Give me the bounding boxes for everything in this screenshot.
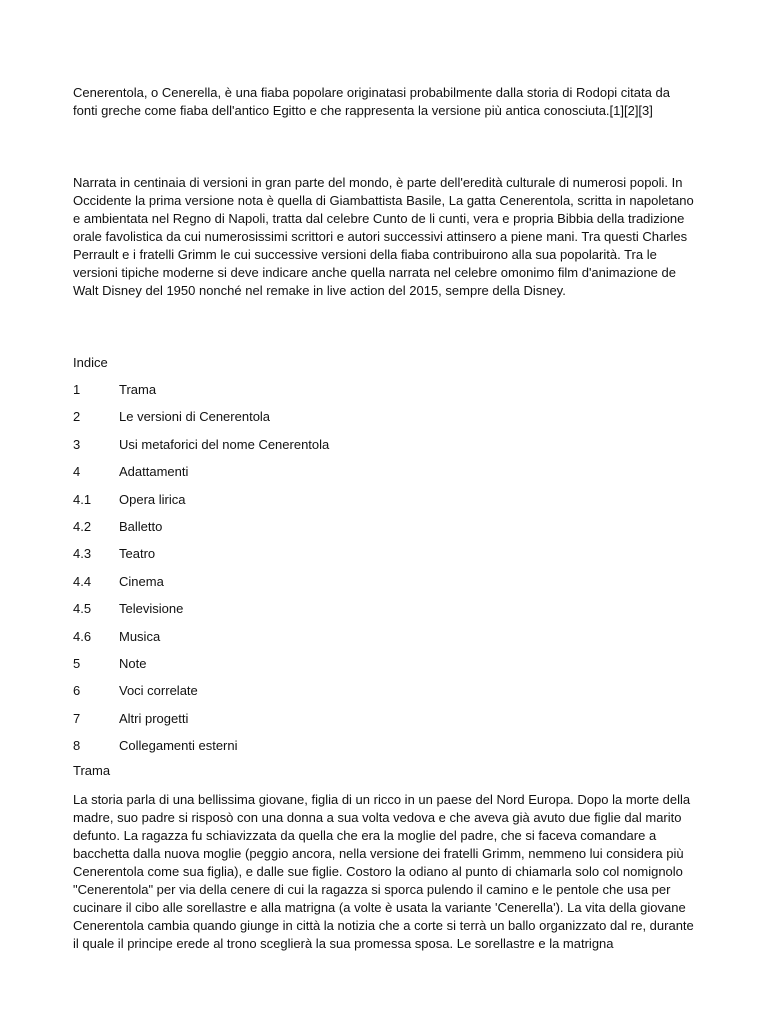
- toc-item: [73, 628, 698, 646]
- toc-number: 4.6: [73, 628, 92, 644]
- toc-item: [73, 600, 698, 618]
- toc-item: [73, 408, 698, 426]
- origin-paragraph: Narrata in centinaia di versioni in gran parte del mondo, è parte dell'eredità culturale di numerosi popoli. In Occidente la prima versione nota è quella di Giambattista Basile, La gatta Cenerentola, scritta in napoletano e ambientata nel Regno di Napoli, tratta dal celebre Cunto de li cunti, vera e propria Bibbia della tradizione orale favolistica da cui numerosissimi scrittori e autori successivi attinsero a piene mani. Tra questi Charles Perrault e i fratelli Grimm le cui successive versioni della fiaba contribuirono alla sua popolarità. Tra le versioni tipiche moderne si deve indicare anche quella narrata nel celebre omonimo film d'animazione de Walt Disney del 1950 nonché nel remake in live action del 2015, sempre della Disney.: [73, 175, 694, 298]
- toc-number: 4.1: [73, 491, 92, 507]
- toc-number: 3: [73, 436, 81, 452]
- toc-number: 1: [73, 382, 81, 397]
- toc-item: [73, 682, 698, 700]
- toc-number: 4.4: [73, 573, 92, 589]
- toc-item: [73, 545, 698, 563]
- toc-title: Televisione: [119, 601, 184, 617]
- toc-title: Usi metaforici del nome Cenerentola: [119, 436, 330, 452]
- toc-number: 7: [73, 710, 81, 726]
- toc-title: Voci correlate: [119, 683, 198, 699]
- table-of-contents: [73, 381, 698, 755]
- section-title-trama: Trama: [73, 763, 111, 779]
- toc-title: Note: [119, 655, 147, 671]
- toc-item: [73, 573, 698, 591]
- toc-number: 4.2: [73, 518, 92, 534]
- toc-number: 4.3: [73, 546, 92, 562]
- toc-number: 6: [73, 683, 81, 699]
- toc-title: Teatro: [119, 546, 156, 562]
- toc-item: [73, 463, 698, 481]
- toc-item: [73, 491, 698, 509]
- toc-item: [73, 737, 698, 755]
- toc-title: Opera lirica: [119, 491, 186, 507]
- toc-number: 2: [73, 409, 81, 425]
- toc-number: 5: [73, 655, 81, 671]
- toc-title: Balletto: [119, 518, 163, 534]
- toc-number: 4.5: [73, 601, 92, 617]
- toc-title: Adattamenti: [119, 464, 189, 480]
- toc-title: Trama: [119, 382, 157, 397]
- toc-item: [73, 655, 698, 673]
- toc-item: [73, 518, 698, 536]
- toc-number: 8: [73, 738, 81, 754]
- intro-paragraph: Cenerentola, o Cenerella, è una fiaba popolare originatasi probabilmente dalla storia di Rodopi citata da fonti greche come fiaba dell'antico Egitto e che rappresenta la versione più antica conosciuta.[1][2][3]: [73, 85, 670, 118]
- toc-title: Cinema: [119, 573, 164, 589]
- toc-title: Collegamenti esterni: [119, 738, 238, 754]
- toc-item: [73, 436, 698, 454]
- document-page: [73, 84, 698, 953]
- toc-title: Musica: [119, 628, 161, 644]
- toc-number: 4: [73, 464, 81, 480]
- toc-title: Le versioni di Cenerentola: [119, 409, 271, 425]
- trama-paragraph: La storia parla di una bellissima giovane, figlia di un ricco in un paese del Nord Europa. Dopo la morte della madre, suo padre si risposò con una donna a sua volta vedova e che aveva già avuto due figlie dal marito defunto. La ragazza fu schiavizzata da quella che era la moglie del padre, che si faceva comandare a bacchetta dalla nuova moglie (peggio ancora, nella versione dei fratelli Grimm, nemmeno lui considera più Cenerentola come sua figlia), e dalle sue figlie. Costoro la odiano al punto di chiamarla solo col nomignolo "Cenerentola" per via della cenere di cui la ragazza si sporca pulendo il camino e le pentole che usa per cucinare il cibo alle sorellastre e alla matrigna (a volte è usata la variante 'Cenerella'). La vita della giovane Cenerentola cambia quando giunge in città la notizia che a corte si terrà un ballo organizzato dal re, durante il quale il principe erede al trono sceglierà la sua promessa sposa. Le sorellastre e la matrigna: [73, 792, 694, 952]
- index-heading: Indice: [73, 355, 108, 370]
- toc-title: Altri progetti: [119, 710, 189, 726]
- toc-item: [73, 710, 698, 728]
- toc-item: [73, 381, 698, 399]
